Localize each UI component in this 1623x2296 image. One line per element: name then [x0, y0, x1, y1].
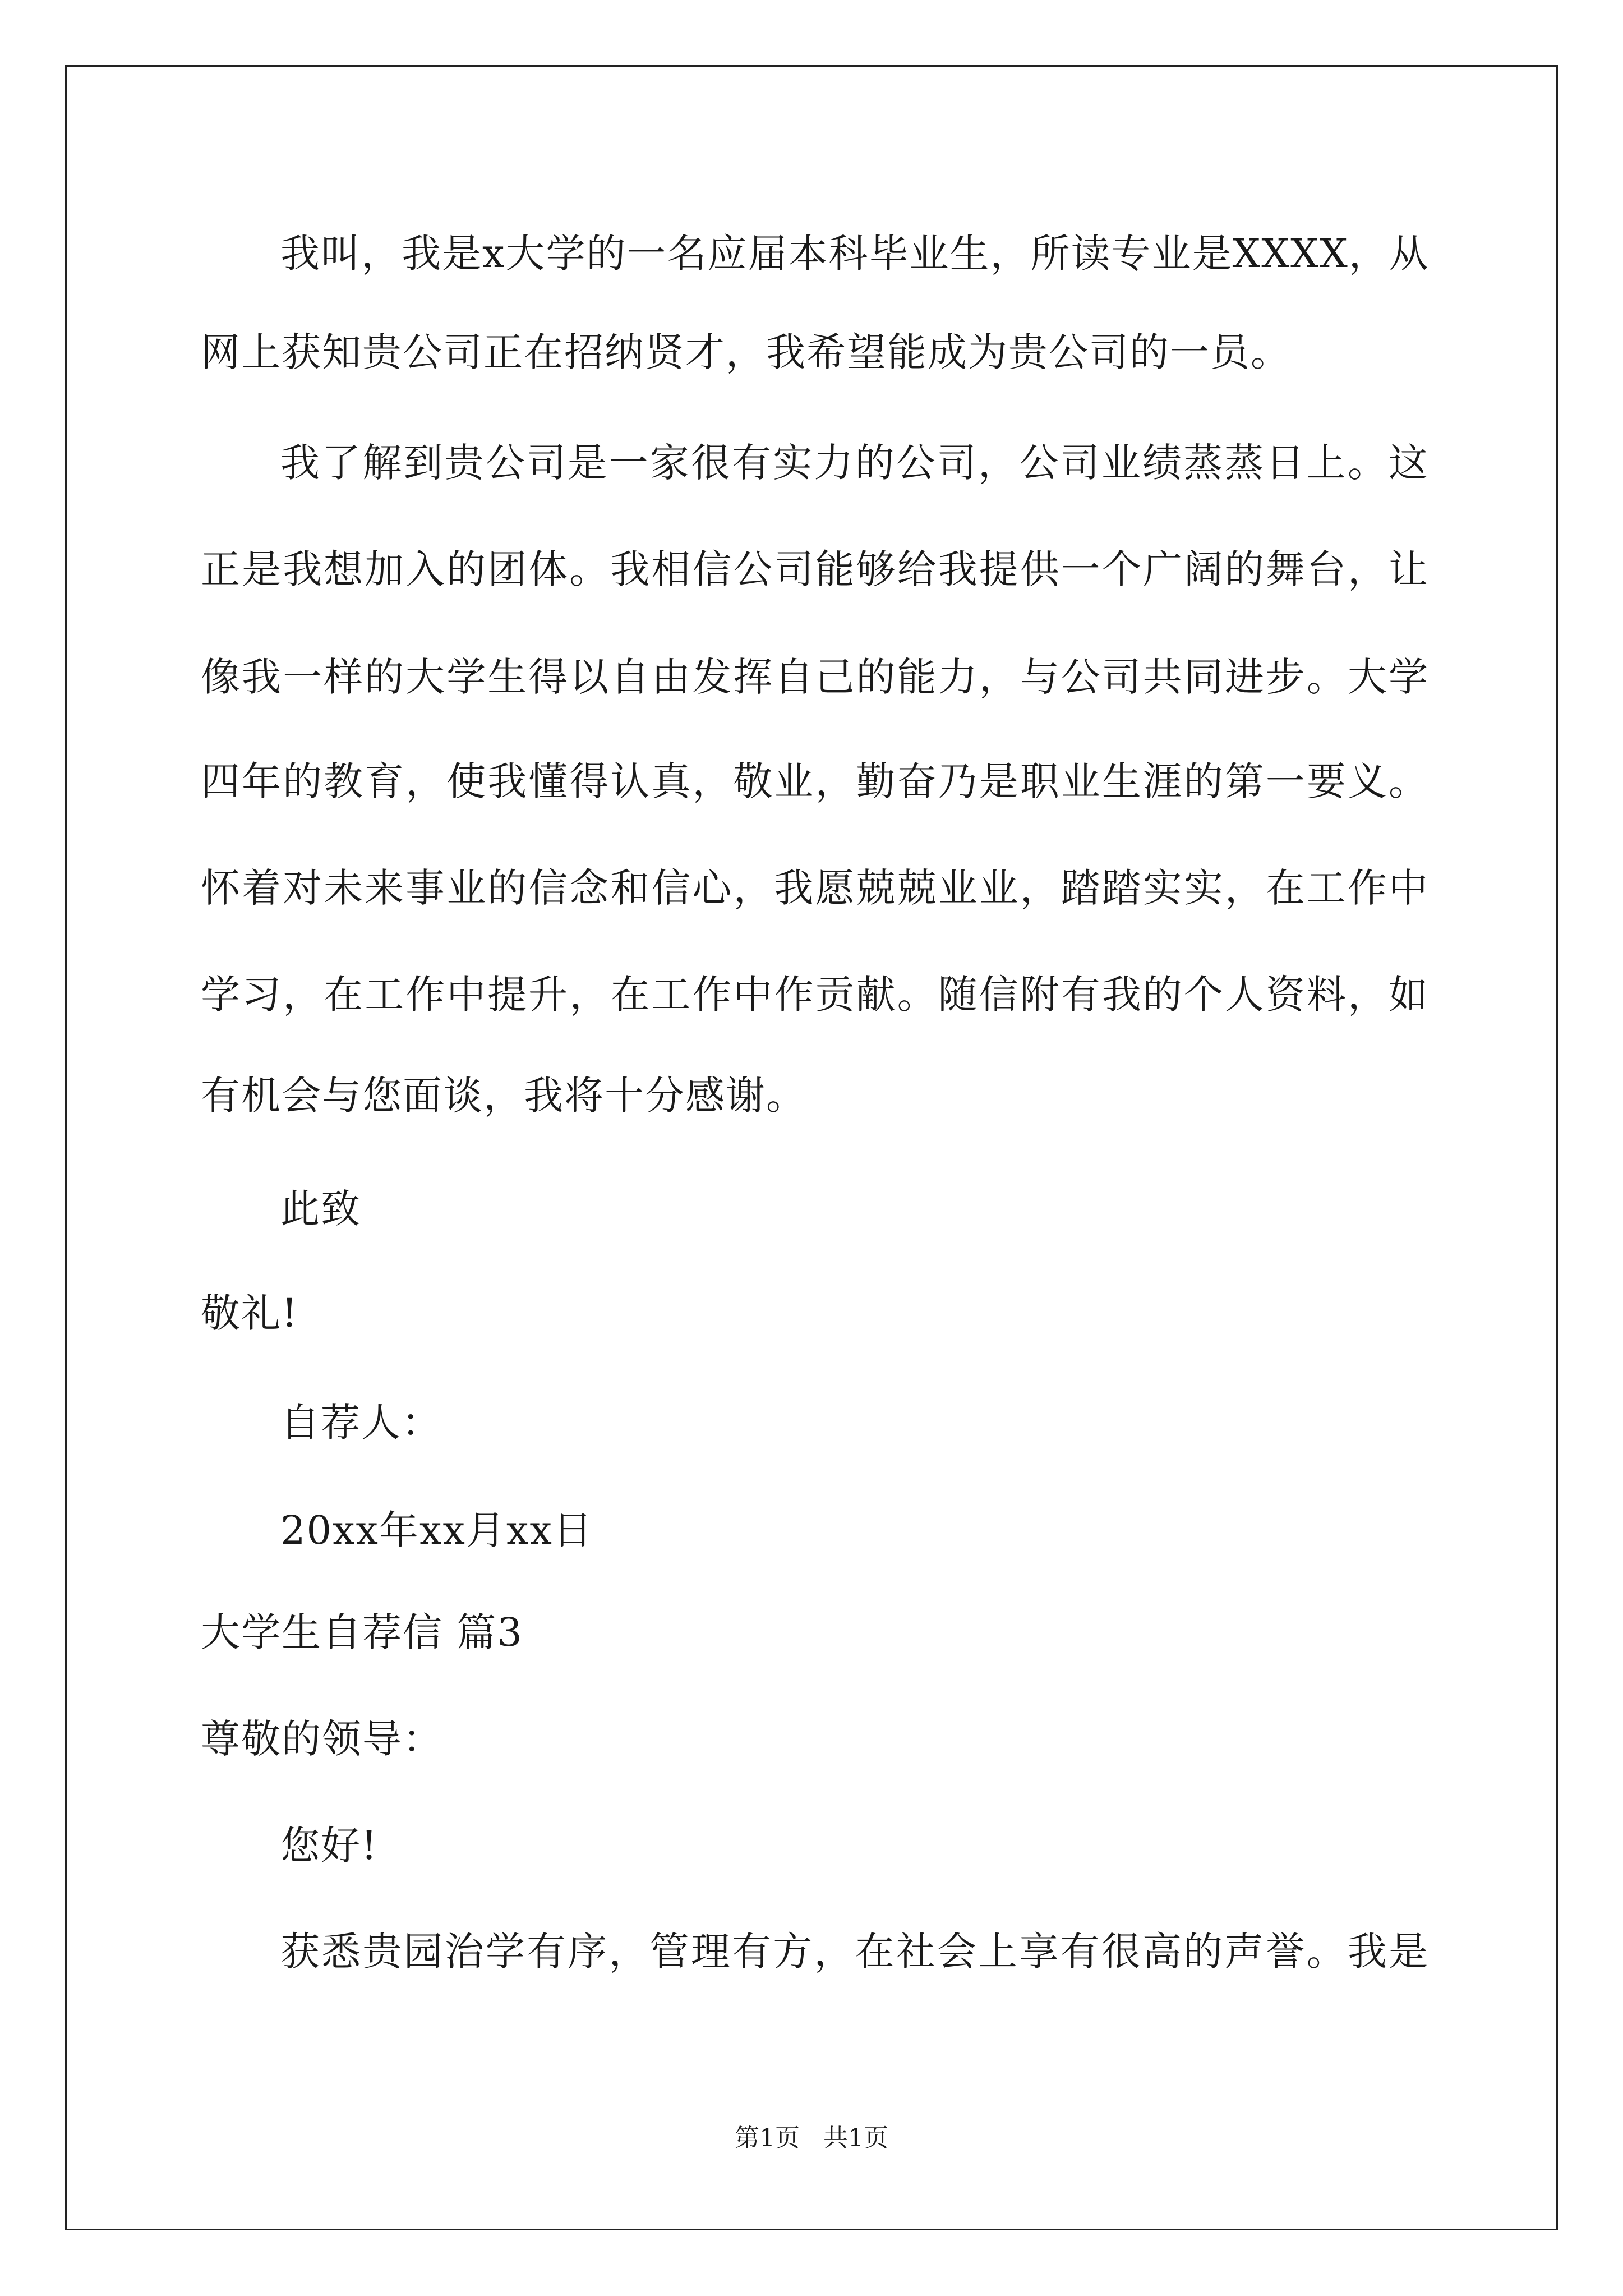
paragraph-2-line-1: 我了解到贵公司是一家很有实力的公司，公司业绩蒸蒸日上。这: [280, 440, 1429, 486]
paragraph-2-line-5: 怀着对未来事业的信念和信心，我愿兢兢业业，踏踏实实，在工作中: [201, 865, 1429, 911]
paragraph-1-line-2: 网上获知贵公司正在招纳贤才，我希望能成为贵公司的一员。: [201, 329, 1291, 375]
salute-line: 敬礼!: [201, 1290, 299, 1336]
paragraph-3-line-1: 获悉贵园治学有序，管理有方，在社会上享有很高的声誉。我是: [280, 1929, 1429, 1975]
paragraph-2-line-3: 像我一样的大学生得以自由发挥自己的能力，与公司共同进步。大学: [201, 654, 1429, 700]
paragraph-2-line-7: 有机会与您面谈，我将十分感谢。: [201, 1073, 806, 1119]
paragraph-2-line-6: 学习，在工作中提升，在工作中作贡献。随信附有我的个人资料，如: [201, 972, 1429, 1018]
hello-line: 您好!: [280, 1823, 379, 1869]
paragraph-2-line-4: 四年的教育，使我懂得认真，敬业，勤奋乃是职业生涯的第一要义。: [201, 758, 1429, 804]
page-footer: [0, 2122, 1623, 2155]
page-frame: [65, 65, 1558, 2230]
page-number: 第1页: [735, 2124, 800, 2152]
signature-line: 自荐人：: [280, 1400, 442, 1446]
closing-line: 此致: [280, 1186, 361, 1232]
paragraph-1-line-1: 我叫，我是x大学的一名应届本科毕业生，所读专业是XXXX，从: [280, 231, 1430, 277]
page-total: 共1页: [823, 2124, 888, 2152]
section-title: 大学生自荐信 篇3: [201, 1609, 523, 1655]
date-line: 20xx年xx月xx日: [280, 1507, 593, 1553]
paragraph-2-line-2: 正是我想加入的团体。我相信公司能够给我提供一个广阔的舞台，让: [201, 546, 1429, 592]
greeting-line: 尊敬的领导：: [201, 1716, 443, 1762]
